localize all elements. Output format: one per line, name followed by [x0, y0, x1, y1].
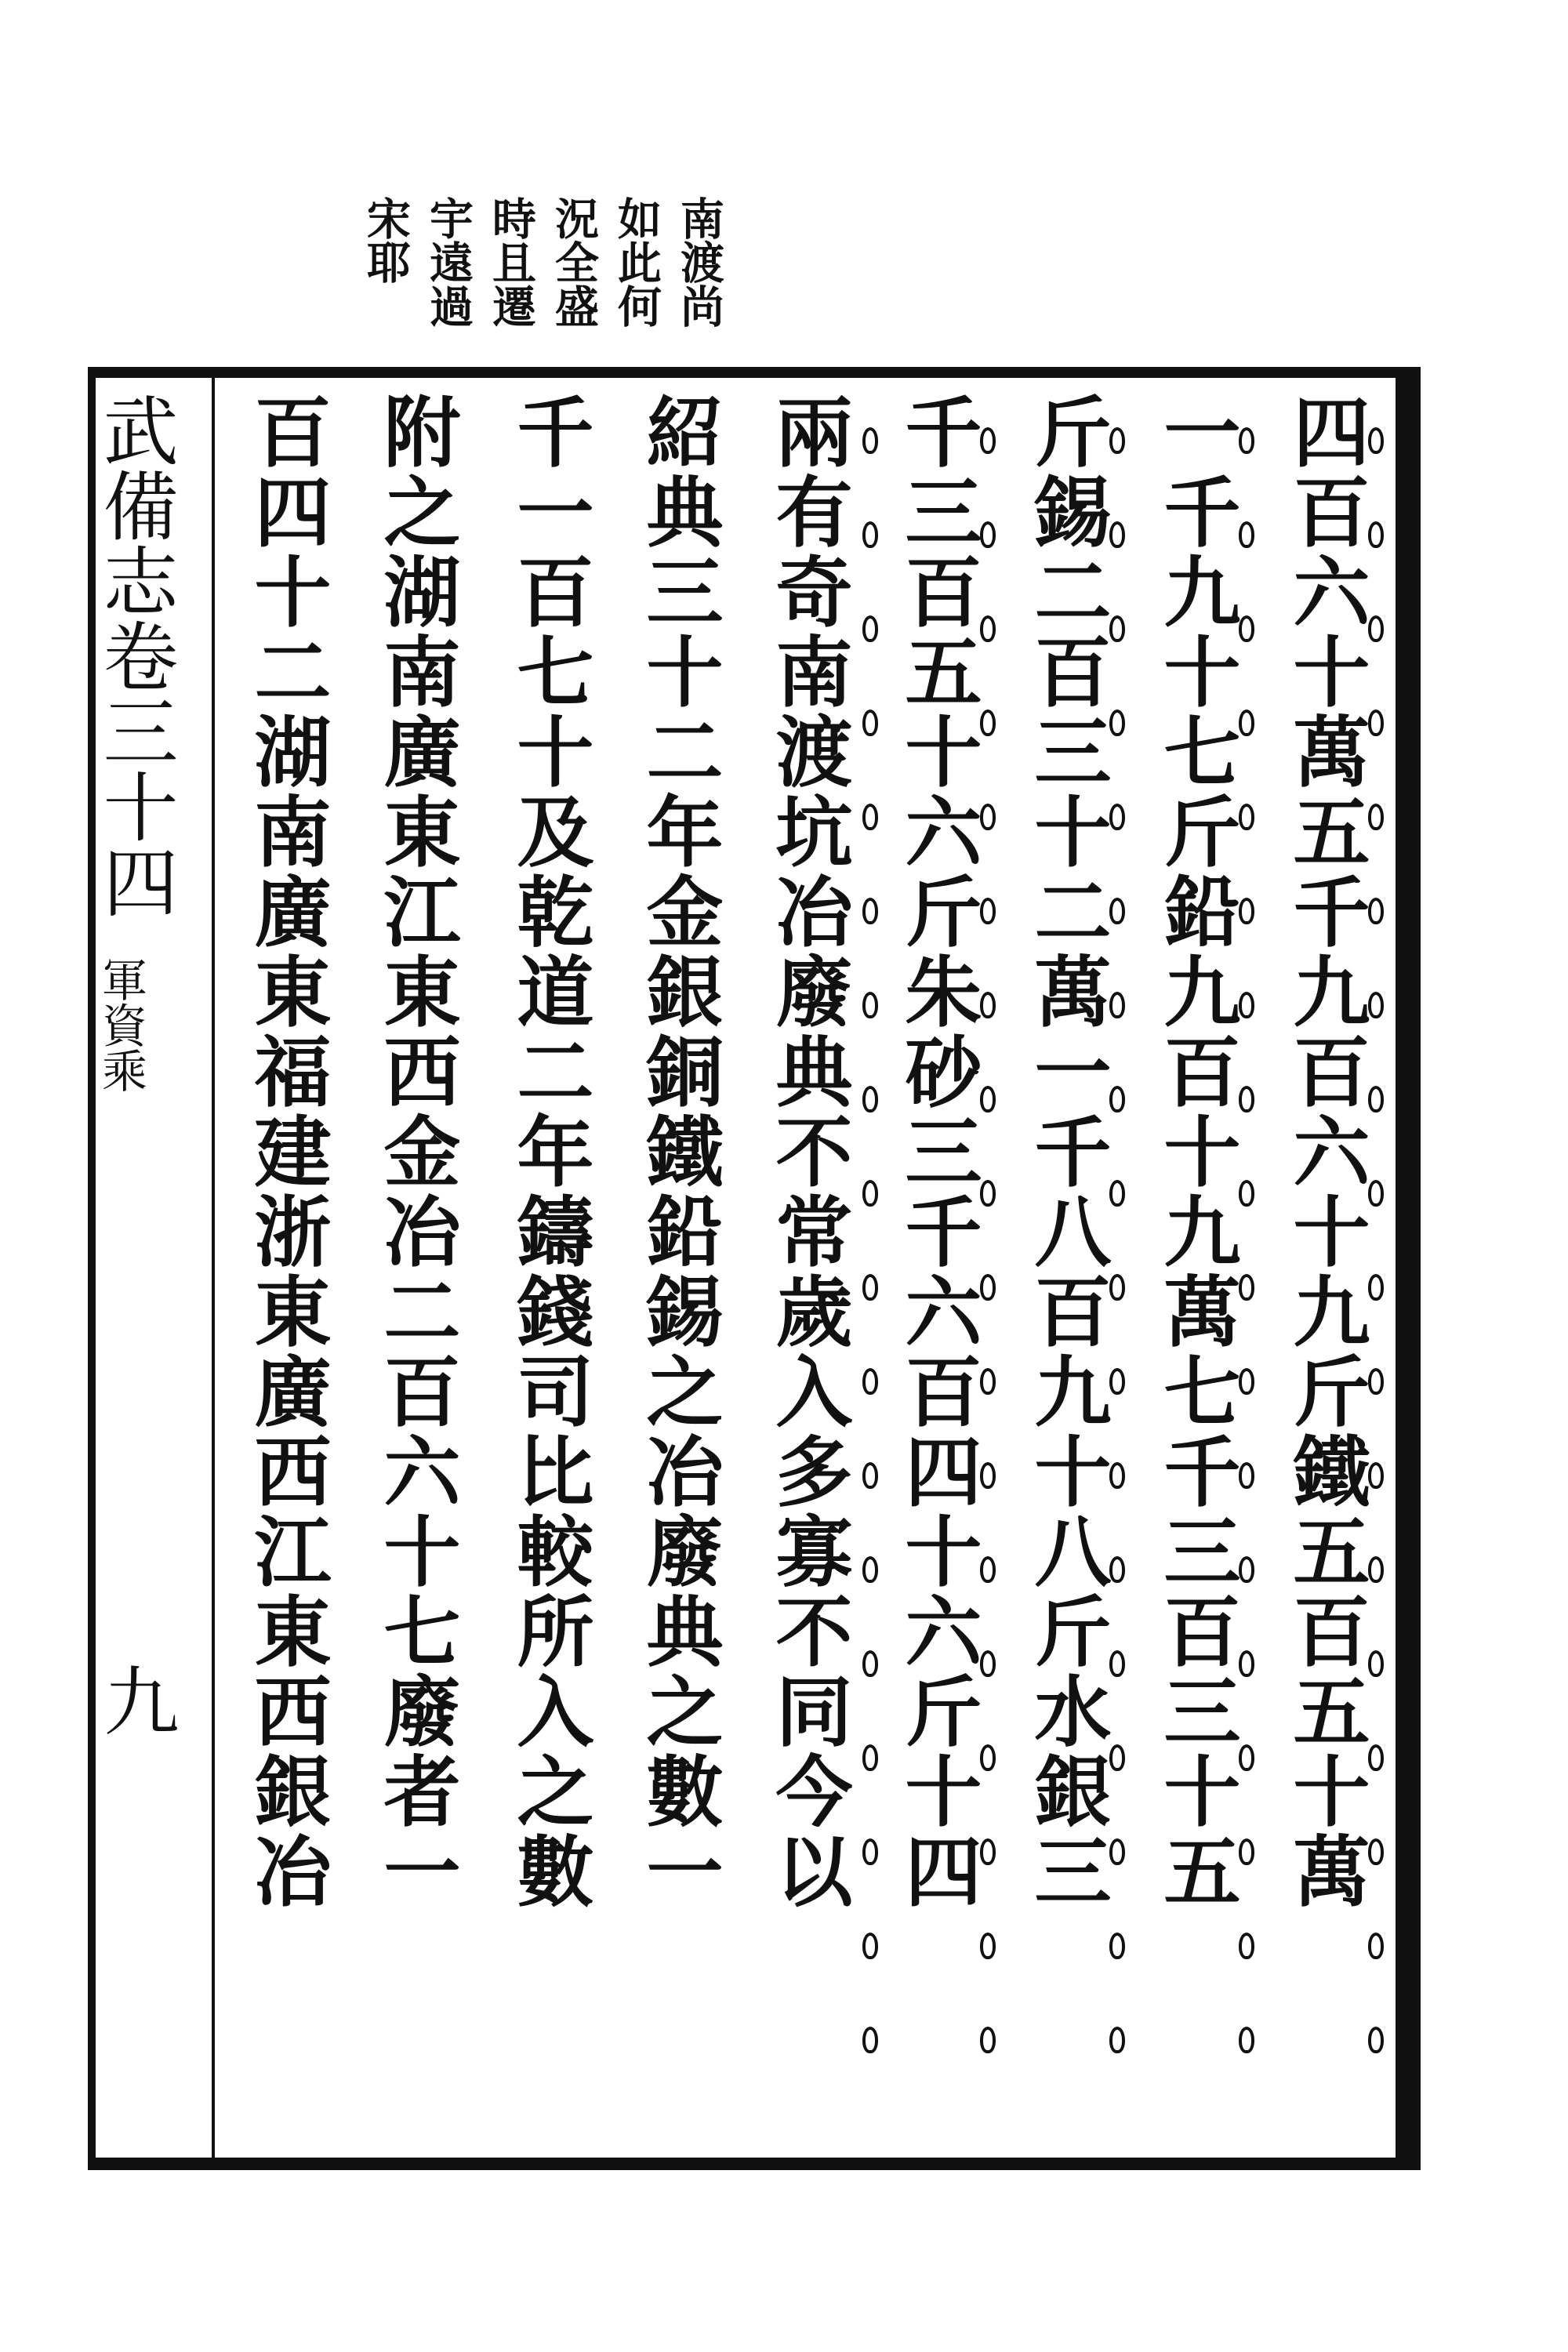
emphasis-circle-mark — [1109, 1650, 1125, 1677]
emphasis-circle-mark — [1368, 1744, 1384, 1771]
emphasis-marks-column — [980, 404, 1004, 2129]
emphasis-circle-mark — [1109, 992, 1125, 1018]
emphasis-circle-mark — [980, 1556, 996, 1583]
margin-note-line: 如此何 — [611, 196, 662, 328]
emphasis-circle-mark — [862, 992, 878, 1018]
emphasis-marks-column — [862, 404, 886, 2129]
text-column: 斤錫二百三十二萬一千八百九十八斤水銀三 — [1022, 392, 1112, 1911]
emphasis-circle-mark — [1109, 615, 1125, 642]
emphasis-circle-mark — [1239, 1838, 1254, 1865]
emphasis-circle-mark — [1368, 710, 1384, 736]
emphasis-circle-mark — [1368, 1274, 1384, 1301]
text-column: 兩有奇南渡坑冶廢典不常歲入多寡不同今以 — [763, 392, 853, 1911]
emphasis-circle-mark — [862, 1180, 878, 1207]
margin-note-line: 時且遷 — [485, 196, 537, 328]
emphasis-circle-mark — [1109, 521, 1125, 548]
top-margin-note — [345, 196, 737, 361]
emphasis-circle-mark — [1109, 898, 1125, 924]
emphasis-circle-mark — [1239, 1368, 1254, 1395]
emphasis-circle-mark — [980, 427, 996, 454]
emphasis-circle-mark — [1109, 710, 1125, 736]
emphasis-circle-mark — [1368, 2027, 1384, 2053]
emphasis-circle-mark — [1239, 1744, 1254, 1771]
emphasis-circle-mark — [862, 427, 878, 454]
emphasis-circle-mark — [1239, 1650, 1254, 1677]
frame-right-border — [1396, 367, 1421, 2170]
emphasis-circle-mark — [1239, 992, 1254, 1018]
emphasis-circle-mark — [980, 1086, 996, 1112]
emphasis-circle-mark — [1109, 1274, 1125, 1301]
margin-note-line: 宇遠過 — [423, 196, 474, 328]
emphasis-circle-mark — [862, 1462, 878, 1489]
emphasis-marks-column — [1109, 404, 1133, 2129]
emphasis-marks-column — [1239, 404, 1262, 2129]
emphasis-circle-mark — [1109, 1556, 1125, 1583]
emphasis-circle-mark — [980, 521, 996, 548]
emphasis-circle-mark — [1239, 521, 1254, 548]
emphasis-circle-mark — [980, 710, 996, 736]
text-column: 千三百五十六斤朱砂三千六百四十六斤十四 — [892, 392, 982, 1911]
margin-page-number: 九 — [92, 1662, 180, 1737]
emphasis-circle-mark — [862, 710, 878, 736]
text-column: 紹典三十二年金銀銅鐵鉛錫之冶廢典之數一 — [633, 392, 724, 1911]
margin-note-line: 南渡尚 — [673, 196, 725, 328]
emphasis-circle-mark — [1368, 427, 1384, 454]
emphasis-circle-mark — [1109, 1462, 1125, 1489]
emphasis-circle-mark — [980, 804, 996, 830]
margin-book-title: 武備志卷三十四 — [91, 392, 179, 919]
text-column: 千一百七十及乾道二年鑄錢司比較所入之數 — [504, 392, 594, 1911]
emphasis-circle-mark — [1239, 804, 1254, 830]
emphasis-circle-mark — [1368, 1462, 1384, 1489]
emphasis-circle-mark — [1368, 521, 1384, 548]
margin-note-line: 況全盛 — [548, 196, 600, 328]
emphasis-circle-mark — [862, 615, 878, 642]
emphasis-circle-mark — [1239, 1274, 1254, 1301]
emphasis-circle-mark — [1239, 710, 1254, 736]
emphasis-circle-mark — [980, 2027, 996, 2053]
emphasis-circle-mark — [1368, 1368, 1384, 1395]
emphasis-circle-mark — [1239, 615, 1254, 642]
emphasis-circle-mark — [1368, 1086, 1384, 1112]
emphasis-circle-mark — [1109, 2027, 1125, 2053]
emphasis-circle-mark — [862, 898, 878, 924]
emphasis-circle-mark — [1109, 1086, 1125, 1112]
emphasis-circle-mark — [1368, 1556, 1384, 1583]
emphasis-circle-mark — [1239, 1180, 1254, 1207]
emphasis-circle-mark — [1368, 1933, 1384, 1959]
emphasis-circle-mark — [1239, 1933, 1254, 1959]
frame-margin-divider — [212, 378, 215, 2158]
emphasis-circle-mark — [1368, 992, 1384, 1018]
emphasis-circle-mark — [862, 1368, 878, 1395]
emphasis-circle-mark — [980, 1462, 996, 1489]
emphasis-circle-mark — [862, 1086, 878, 1112]
emphasis-circle-mark — [1239, 427, 1254, 454]
emphasis-circle-mark — [862, 1650, 878, 1677]
emphasis-circle-mark — [980, 898, 996, 924]
emphasis-circle-mark — [1239, 1556, 1254, 1583]
emphasis-circle-mark — [862, 1838, 878, 1865]
emphasis-circle-mark — [980, 992, 996, 1018]
text-column: 百四十二湖南廣東福建浙東廣西江東西銀冶 — [241, 392, 332, 1911]
emphasis-circle-mark — [862, 1274, 878, 1301]
emphasis-circle-mark — [1109, 1838, 1125, 1865]
emphasis-circle-mark — [1239, 1086, 1254, 1112]
emphasis-circle-mark — [980, 1274, 996, 1301]
emphasis-circle-mark — [862, 1933, 878, 1959]
emphasis-circle-mark — [980, 1933, 996, 1959]
text-column: 四百六十萬五千九百六十九斤鐵五百五十萬 — [1280, 392, 1370, 1911]
emphasis-circle-mark — [1239, 2027, 1254, 2053]
emphasis-circle-mark — [980, 1368, 996, 1395]
emphasis-circle-mark — [980, 1838, 996, 1865]
emphasis-marks-column — [1368, 404, 1392, 2129]
frame-bottom-border — [88, 2158, 1421, 2170]
emphasis-circle-mark — [862, 804, 878, 830]
emphasis-circle-mark — [1239, 898, 1254, 924]
frame-top-border — [88, 367, 1421, 378]
emphasis-circle-mark — [1109, 804, 1125, 830]
emphasis-circle-mark — [1109, 1744, 1125, 1771]
margin-chapter: 軍資乘 — [94, 956, 147, 1093]
emphasis-circle-mark — [862, 521, 878, 548]
emphasis-circle-mark — [1109, 427, 1125, 454]
text-column: 一千九十七斤鉛九百十九萬七千三百三十五 — [1151, 392, 1241, 1911]
emphasis-circle-mark — [1368, 898, 1384, 924]
emphasis-circle-mark — [1109, 1933, 1125, 1959]
main-text-block — [220, 392, 1388, 2148]
emphasis-circle-mark — [1368, 1650, 1384, 1677]
emphasis-circle-mark — [1368, 804, 1384, 830]
emphasis-circle-mark — [1239, 1462, 1254, 1489]
margin-note-line: 宋耶 — [360, 196, 412, 284]
emphasis-circle-mark — [980, 1744, 996, 1771]
emphasis-circle-mark — [1368, 1838, 1384, 1865]
emphasis-circle-mark — [1368, 615, 1384, 642]
emphasis-circle-mark — [1368, 1180, 1384, 1207]
emphasis-circle-mark — [862, 1744, 878, 1771]
text-column: 附之湖南廣東江東西金冶二百六十七廢者一 — [371, 392, 461, 1911]
emphasis-circle-mark — [862, 1556, 878, 1583]
emphasis-circle-mark — [980, 1180, 996, 1207]
emphasis-circle-mark — [1109, 1180, 1125, 1207]
emphasis-circle-mark — [1109, 1368, 1125, 1395]
emphasis-circle-mark — [980, 615, 996, 642]
emphasis-circle-mark — [980, 1650, 996, 1677]
emphasis-circle-mark — [862, 2027, 878, 2053]
